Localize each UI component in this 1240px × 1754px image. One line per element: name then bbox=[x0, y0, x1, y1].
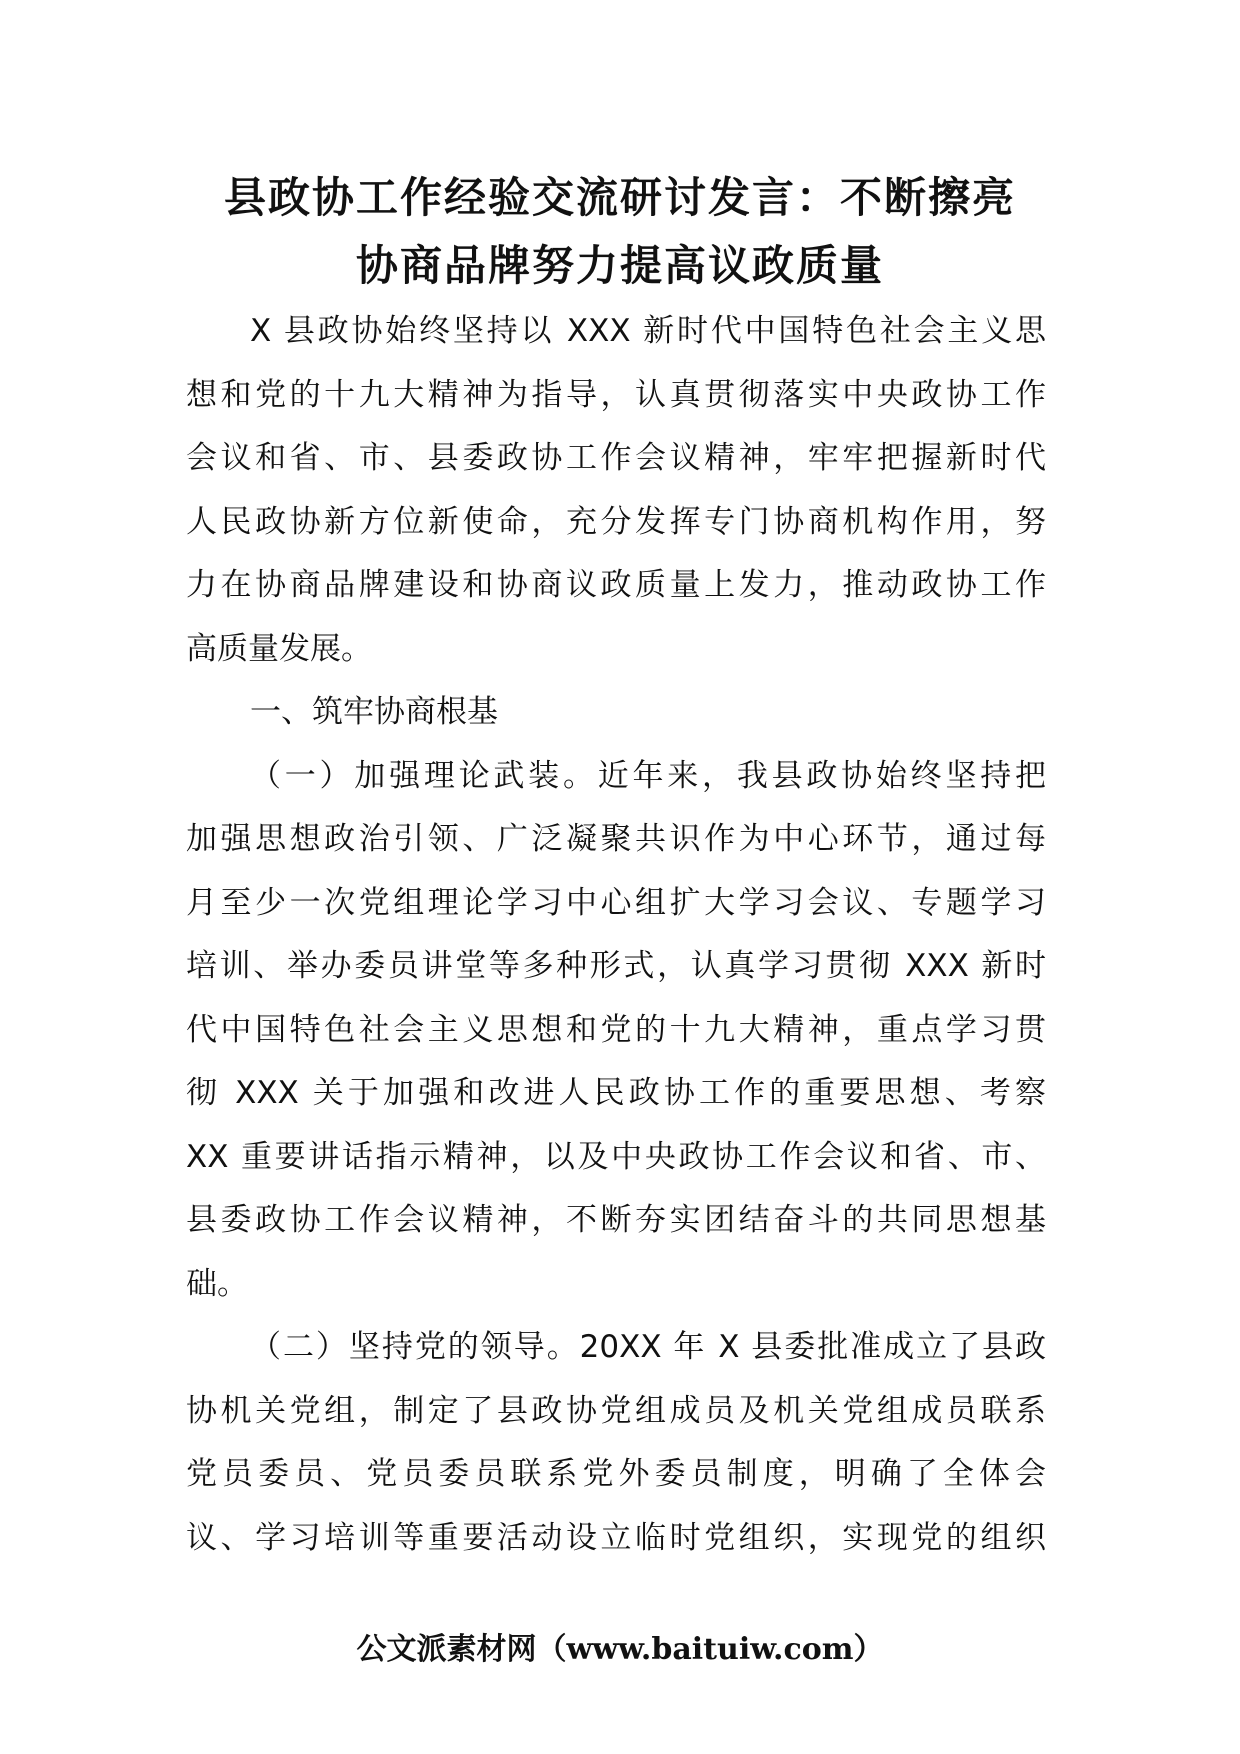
title-line-1: 县政协工作经验交流研讨发言：不断擦亮 bbox=[223, 173, 1016, 222]
paragraph-2-line-2: 加强思想政治引领、广泛凝聚共识作为中心环节，通过每 bbox=[186, 821, 1046, 857]
paragraph-3-line-1: （二）坚持党的领导。20XX 年 X 县委批准成立了县政 bbox=[250, 1329, 1046, 1365]
paragraph-2-line-6: 彻 XXX 关于加强和改进人民政协工作的重要思想、考察 bbox=[186, 1075, 1046, 1111]
paragraph-1-line-6: 高质量发展。 bbox=[186, 630, 372, 667]
paragraph-3-line-4: 议、学习培训等重要活动设立临时党组织，实现党的组织 bbox=[186, 1519, 1046, 1556]
paragraph-2-line-1: （一）加强理论武装。近年来，我县政协始终坚持把 bbox=[250, 757, 1046, 794]
paragraph-2-line-4: 培训、举办委员讲堂等多种形式，认真学习贯彻 XXX 新时 bbox=[186, 948, 1046, 984]
paragraph-3-line-2: 协机关党组，制定了县政协党组成员及机关党组成员联系 bbox=[186, 1392, 1046, 1429]
paragraph-1-line-5: 力在协商品牌建设和协商议政质量上发力，推动政协工作 bbox=[186, 567, 1046, 603]
section-heading-1: 一、筑牢协商根基 bbox=[250, 694, 498, 730]
paragraph-2-line-5: 代中国特色社会主义思想和党的十九大精神，重点学习贯 bbox=[186, 1011, 1046, 1048]
paragraph-1-line-4: 人民政协新方位新使命，充分发挥专门协商机构作用，努 bbox=[186, 503, 1046, 540]
paragraph-1-line-2: 想和党的十九大精神为指导，认真贯彻落实中央政协工作 bbox=[186, 376, 1046, 413]
paragraph-2-line-3: 月至少一次党组理论学习中心组扩大学习会议、专题学习 bbox=[186, 884, 1046, 921]
document-body bbox=[186, 300, 1046, 1570]
paragraph-1-line-1: X 县政协始终坚持以 XXX 新时代中国特色社会主义思 bbox=[250, 313, 1046, 349]
paragraph-3-line-3: 党员委员、党员委员联系党外委员制度，明确了全体会 bbox=[186, 1456, 1046, 1492]
document-title bbox=[180, 164, 1060, 300]
paragraph-1-line-3: 会议和省、市、县委政协工作会议精神，牢牢把握新时代 bbox=[186, 440, 1046, 476]
paragraph-2-line-9: 础。 bbox=[186, 1265, 248, 1302]
title-line-2: 协商品牌努力提高议政质量 bbox=[355, 241, 884, 290]
footer-watermark: 公文派素材网（www.baituiw.com） bbox=[356, 1632, 884, 1667]
paragraph-2-line-8: 县委政协工作会议精神，不断夯实团结奋斗的共同思想基 bbox=[186, 1202, 1046, 1238]
paragraph-2-line-7: XX 重要讲话指示精神，以及中央政协工作会议和省、市、 bbox=[186, 1138, 1046, 1175]
